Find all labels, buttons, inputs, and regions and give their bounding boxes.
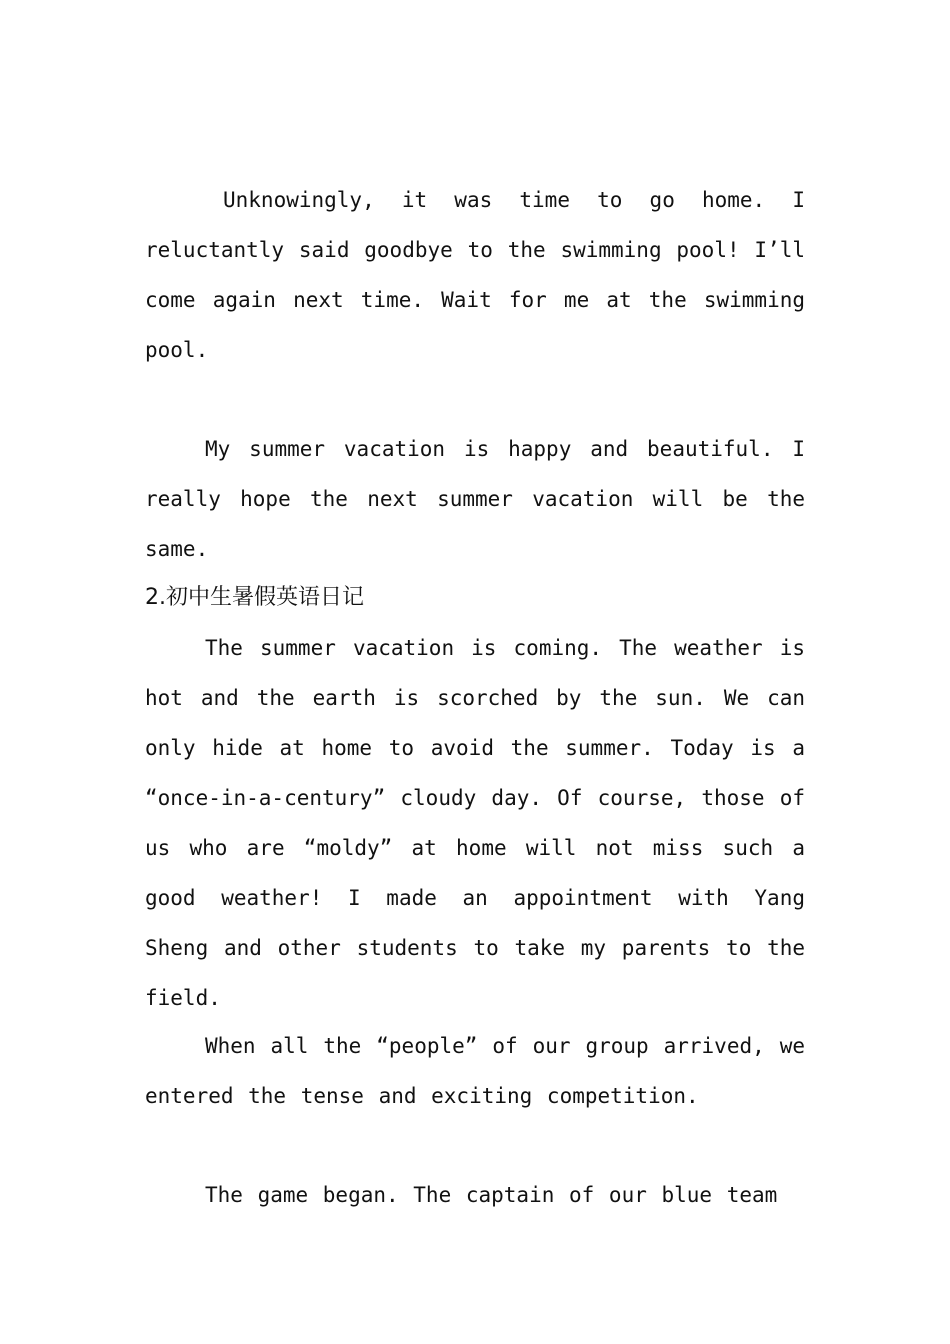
paragraph-summer-coming: The summer vacation is coming. The weather is hot and the earth is scorched by the sun. We can only hide at home to avoid the summer. Today is a “once-in-a-century” cloudy day. Of course, those of us who are “moldy” at home will not miss such a good weather! I made an appointment with Yang Sheng and other students to take my parents to the field. [145, 636, 805, 1010]
paragraph-summer-vacation-happy: My summer vacation is happy and beautiful. I really hope the next summer vacation will be the same. [145, 437, 805, 561]
paragraph-going-home: Unknowingly, it was time to go home. I reluctantly said goodbye to the swimming pool! I’ll come again next time. Wait for me at the swimming pool. [145, 188, 805, 362]
paragraph-game-began: The game began. The captain of our blue team [205, 1183, 778, 1207]
section-heading: 2.初中生暑假英语日记 [145, 585, 364, 610]
paragraph-group-arrived: When all the “people” of our group arrived, we entered the tense and exciting competition. [145, 1034, 805, 1108]
